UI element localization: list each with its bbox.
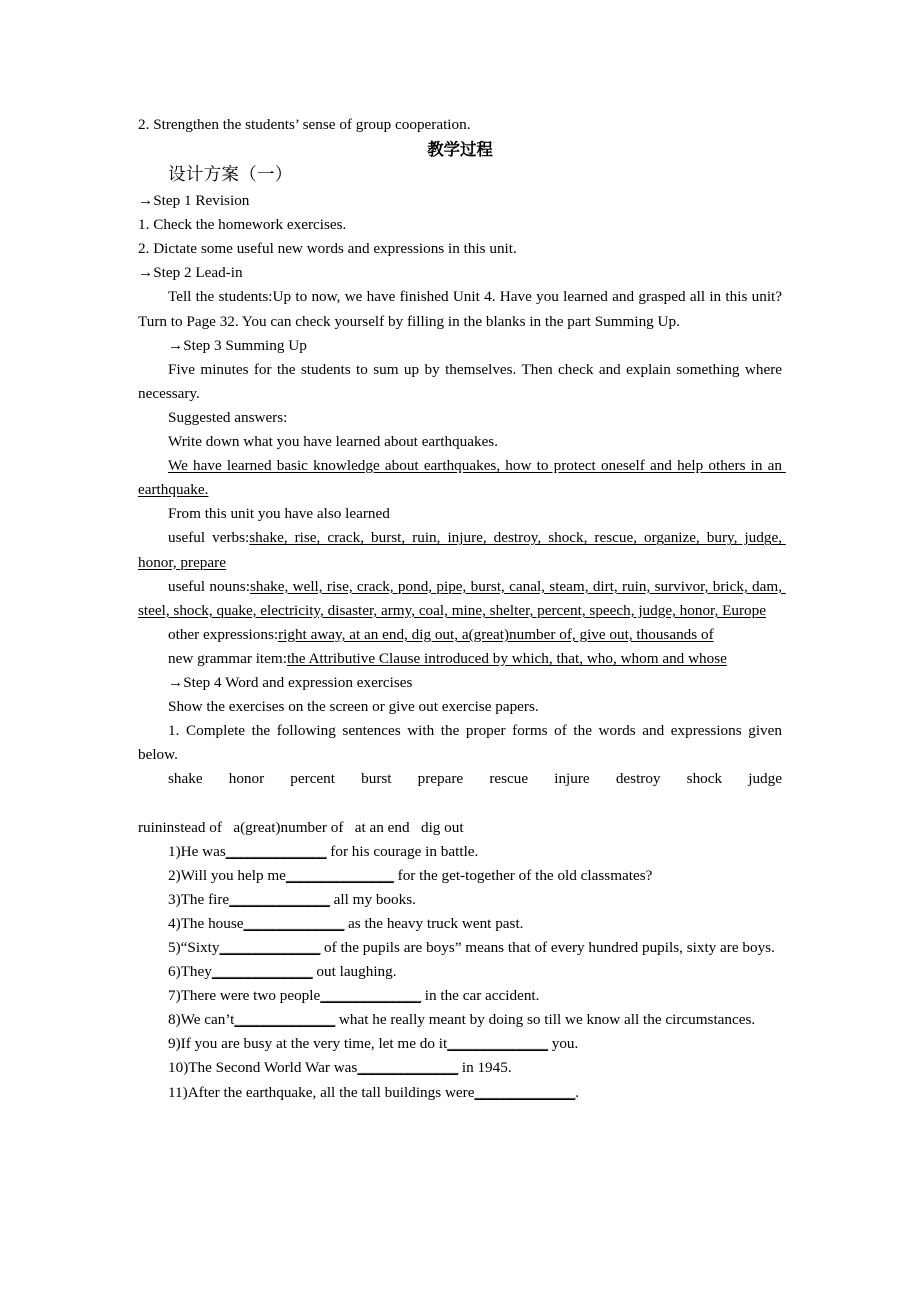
useful-nouns-line <box>138 575 786 623</box>
exercise-text-after: all my books. <box>329 890 416 908</box>
exercise-text-after: in the car accident. <box>420 987 540 1005</box>
exercise-item-2 <box>138 864 782 888</box>
step-4-title: →Step 4 Word and expression exercises <box>168 673 413 691</box>
exercise-text-before: The house <box>180 914 244 932</box>
suggested-answer-text <box>138 454 786 502</box>
also-learned-label: From this unit you have also learned <box>168 505 390 523</box>
exercise-blank[interactable]: ______________ <box>447 1035 548 1053</box>
exercise-number: 4) <box>168 914 181 932</box>
exercise-item-10 <box>138 1056 782 1080</box>
exercise-text-after: . <box>575 1083 579 1101</box>
exercise-number: 5) <box>168 939 181 956</box>
exercise-blank[interactable]: _______________ <box>285 866 394 884</box>
useful-nouns-label: useful nouns: <box>168 577 250 595</box>
useful-verbs-line <box>138 526 786 574</box>
exercise-number: 8) <box>168 1011 181 1029</box>
exercise-text-after: as the heavy truck went past. <box>344 914 524 932</box>
step-3-title: →Step 3 Summing Up <box>168 336 307 354</box>
step-2-title: →Step 2 Lead-in <box>138 264 243 282</box>
exercise-number: 10) <box>168 1059 189 1077</box>
step-1-item-1: 1. Check the homework exercises. <box>138 216 347 234</box>
exercise-blank[interactable]: ______________ <box>320 987 421 1005</box>
exercise-text-after: you. <box>547 1035 579 1053</box>
step-1-title: →Step 1 Revision <box>138 192 250 210</box>
exercise-text-after: of the pupils are boys” means that of every hundred pupils, sixty are boys. <box>320 939 775 956</box>
exercise-blank[interactable]: ______________ <box>211 963 313 981</box>
step-4-body: Show the exercises on the screen or give out exercise papers. <box>168 698 539 716</box>
other-expressions-label: other expressions: <box>168 625 279 643</box>
exercise-item-5 <box>138 936 782 960</box>
exercise-blank[interactable]: ______________ <box>357 1059 459 1077</box>
write-down-prompt: Write down what you have learned about earthquakes. <box>168 433 499 451</box>
exercise-text-before: There were two people <box>180 987 321 1005</box>
exercise-item-4 <box>138 912 782 936</box>
exercise-blank[interactable]: ______________ <box>243 914 345 932</box>
exercise-blank[interactable]: ______________ <box>229 890 330 908</box>
exercise-text-after: in 1945. <box>458 1059 512 1077</box>
exercise-text-before: They <box>180 963 212 981</box>
exercise-text-after: out laughing. <box>312 963 397 981</box>
exercise-text-before: We can’t <box>180 1011 235 1029</box>
new-grammar-label: new grammar item: <box>168 649 287 667</box>
new-grammar-text: the Attributive Clause introduced by which, that, who, whom and whose <box>286 649 727 667</box>
other-expressions-list: right away, at an end, dig out, a(great)number of, give out, thousands of <box>278 625 714 643</box>
step-2-body: Tell the students:Up to now, we have finished Unit 4. Have you learned and grasped all in this unit? Turn to Page 32. You can check yourself by filling in the blanks in the part Summing Up. <box>138 288 786 330</box>
exercise-blank[interactable]: ______________ <box>234 1011 336 1029</box>
exercise-text-before: If you are busy at the very time, let me do it <box>180 1035 448 1053</box>
useful-verbs-list: shake, rise, crack, burst, ruin, injure, destroy, shock, rescue, organize, bury, judge, honor, prepare <box>138 529 786 571</box>
exercise-blank[interactable]: ______________ <box>219 939 321 956</box>
step-3-body: Five minutes for the students to sum up by themselves. Then check and explain something where necessary. <box>138 360 786 402</box>
exercise-text-after: for his courage in battle. <box>326 842 479 860</box>
exercise-item-7 <box>138 984 782 1008</box>
exercise-number: 3) <box>168 890 181 908</box>
useful-nouns-list: shake, well, rise, crack, pond, pipe, burst, canal, steam, dirt, ruin, survivor, brick, dam, steel, shock, quake, electricity, disaster, army, coal, mine, shelter, percent, speech, judge, honor, Europe <box>138 577 786 619</box>
exercise-item-6 <box>138 960 782 984</box>
exercise-item-8 <box>138 1008 782 1032</box>
exercise-text-before: The Second World War was <box>188 1059 358 1077</box>
exercise-blank[interactable]: ______________ <box>474 1083 576 1101</box>
new-grammar-line <box>138 647 782 671</box>
suggested-answers-label: Suggested answers: <box>168 408 288 426</box>
exercise-text-after: what he really meant by doing so till we know all the circumstances. <box>335 1011 756 1029</box>
exercise-text-before: After the earthquake, all the tall buildings were <box>187 1083 475 1101</box>
exercise-text-before: The fire <box>180 890 230 908</box>
section-heading-teaching-process: 教学过程 <box>427 140 493 160</box>
exercise-item-1 <box>138 840 782 864</box>
exercise-number: 7) <box>168 987 181 1005</box>
objective-item-2: 2. Strengthen the students’ sense of group cooperation. <box>138 116 471 133</box>
word-bank-line-2: ruininstead of a(great)number of at an end dig out <box>138 818 464 836</box>
exercise-text-before: “Sixty <box>180 939 220 956</box>
exercise-number: 11) <box>168 1083 188 1101</box>
other-expressions-line <box>138 623 782 647</box>
exercise-item-9 <box>138 1032 782 1056</box>
exercise-text-before: Will you help me <box>180 866 286 884</box>
step-1-item-2: 2. Dictate some useful new words and expressions in this unit. <box>138 240 517 258</box>
exercise-text-after: for the get-together of the old classmates? <box>393 866 653 884</box>
exercise-text-before: He was <box>180 842 226 860</box>
exercise-blank[interactable]: ______________ <box>225 842 327 860</box>
exercise-item-3 <box>138 888 782 912</box>
exercise-number: 2) <box>168 866 181 884</box>
page-content <box>138 113 786 1105</box>
task-1-instruction: 1. Complete the following sentences with the proper forms of the words and expressions given below. <box>138 722 786 764</box>
exercise-number: 9) <box>168 1035 181 1053</box>
useful-verbs-label: useful verbs: <box>168 529 250 547</box>
exercise-number: 1) <box>168 842 181 860</box>
suggested-answer-underlined: We have learned basic knowledge about earthquakes, how to protect oneself and help others in an earthquake. <box>138 457 786 499</box>
section-heading-design-plan-one: 设计方案（一） <box>168 165 293 186</box>
exercise-item-11 <box>138 1081 782 1105</box>
exercise-number: 6) <box>168 963 181 981</box>
word-bank-line-1: shake honor percent burst prepare rescue injure destroy shock judge <box>168 770 782 788</box>
